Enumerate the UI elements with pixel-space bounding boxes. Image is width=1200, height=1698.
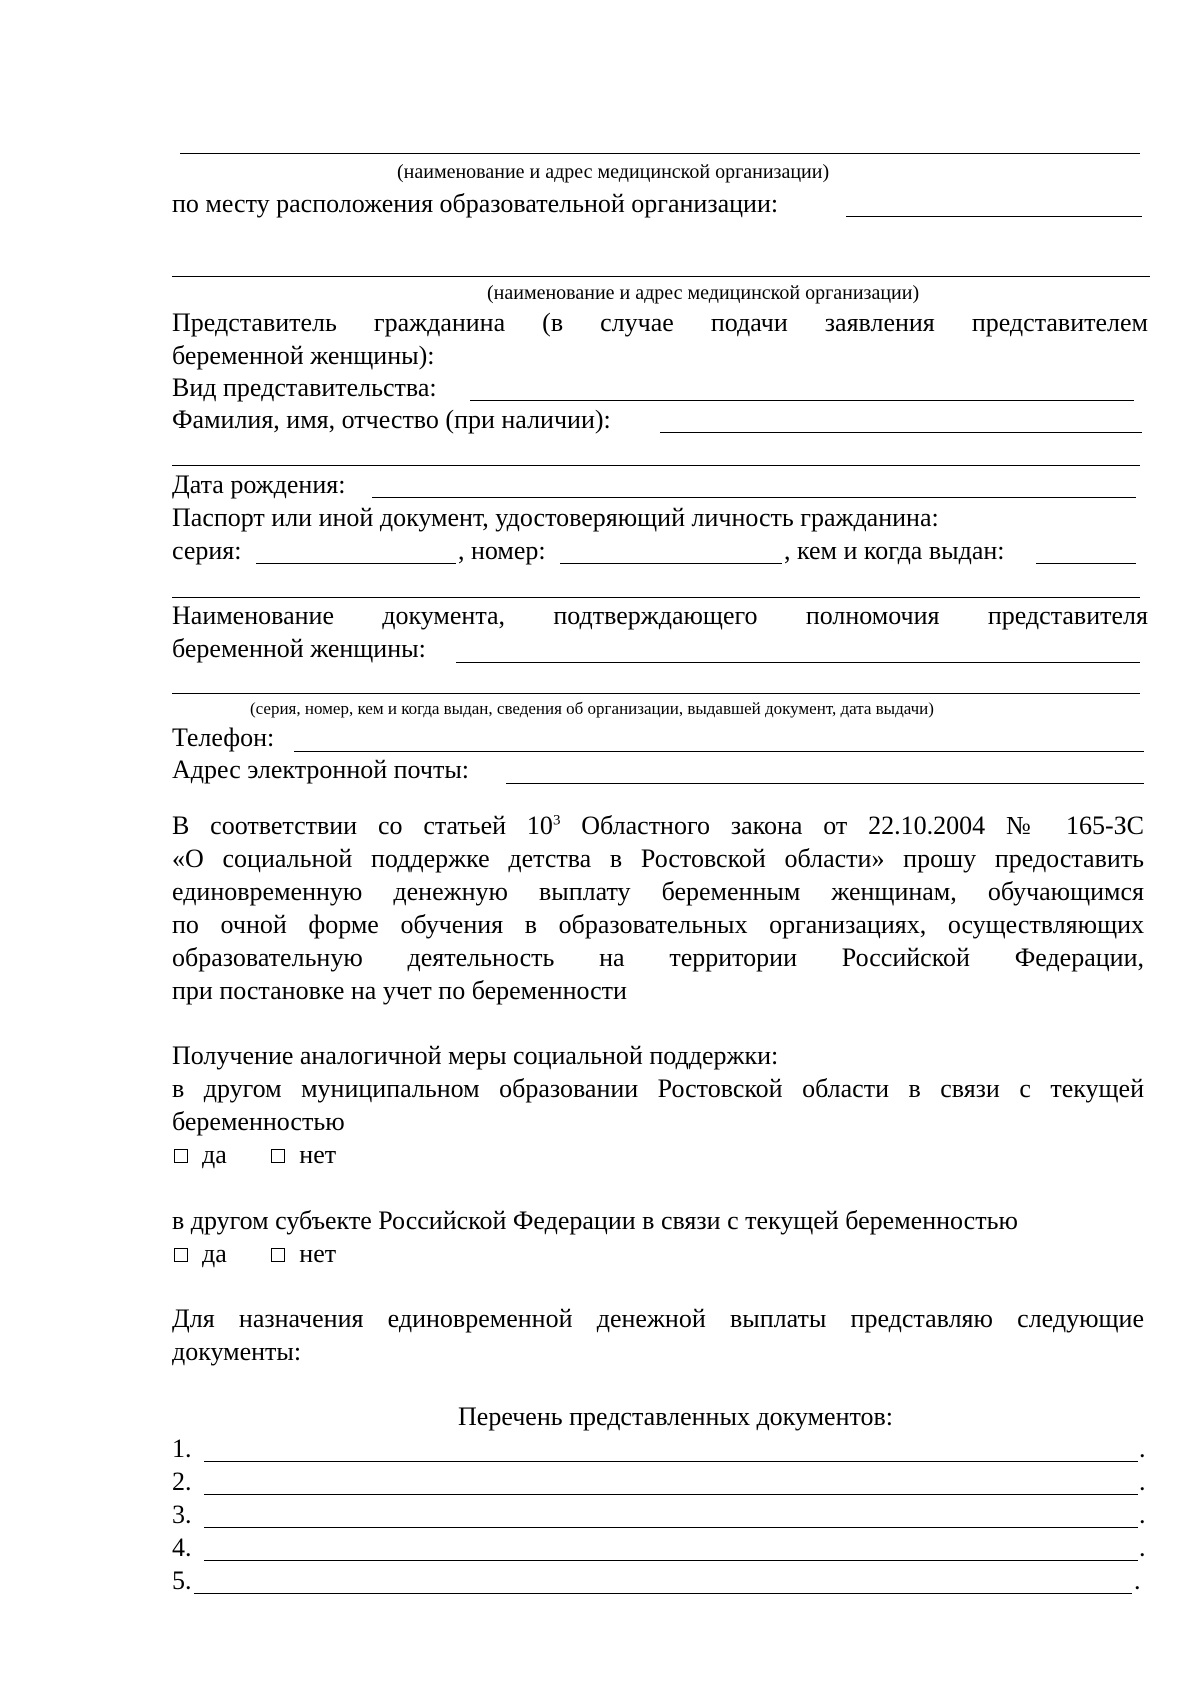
subject-yes-option[interactable]: да (174, 1238, 227, 1270)
statement-line-2: «О социальной поддержке детства в Ростовской области» прошу предоставить (172, 844, 1144, 873)
checkbox-icon[interactable] (174, 1149, 188, 1163)
list-item-1-number: 1. (172, 1434, 192, 1463)
authority-doc-field-2[interactable] (172, 693, 1140, 694)
representation-type-label: Вид представительства: (172, 373, 437, 402)
list-item-2-field[interactable] (204, 1494, 1138, 1495)
checkbox-icon[interactable] (271, 1149, 285, 1163)
passport-series-label: серия: (172, 536, 242, 565)
other-municipality-line2: беременностью (172, 1107, 345, 1136)
statement-line-6: при постановке на учет по беременности (172, 976, 627, 1005)
full-name-label: Фамилия, имя, отчество (при наличии): (172, 405, 611, 434)
list-item-4-end: . (1139, 1533, 1146, 1562)
subject-no-option[interactable]: нет (271, 1238, 336, 1270)
passport-issued-field[interactable] (1036, 563, 1136, 564)
subject-options (174, 1238, 374, 1270)
other-municipality-line1: в другом муниципальном образовании Ростовской области в связи с текущей (172, 1074, 1144, 1103)
list-item-3-end: . (1139, 1500, 1146, 1529)
passport-issued-field-2[interactable] (172, 597, 1140, 598)
passport-series-field[interactable] (256, 563, 456, 564)
authority-doc-caption: (серия, номер, кем и когда выдан, сведения об организации, выдавшей документ, дата выдачи) (250, 699, 934, 718)
med-org-1-field[interactable] (180, 153, 1140, 154)
list-item-1-field[interactable] (204, 1461, 1138, 1462)
list-item-3-field[interactable] (204, 1527, 1138, 1528)
statement-line-1: В соответствии со статьей $10^3$ Областного закона от 22.10.2004 № 165-ЗС (172, 811, 1144, 840)
med-org-1-caption: (наименование и адрес медицинской организации) (397, 161, 830, 183)
list-item-2-end: . (1139, 1467, 1146, 1496)
list-item-5-end: . (1134, 1566, 1141, 1595)
municipality-options (174, 1139, 374, 1171)
edu-location-label: по месту расположения образовательной организации: (172, 189, 779, 218)
list-item-4-number: 4. (172, 1533, 192, 1562)
representation-type-field[interactable] (470, 400, 1134, 401)
passport-issued-label: , кем и когда выдан: (784, 536, 1005, 565)
other-subject-label: в другом субъекте Российской Федерации в связи с текущей беременностью (172, 1206, 1018, 1235)
municipality-no-option[interactable]: нет (271, 1139, 336, 1171)
representative-heading-line1: Представитель гражданина (в случае подачи заявления представителем (172, 308, 1148, 337)
list-item-2-number: 2. (172, 1467, 192, 1496)
med-org-2-field[interactable] (172, 276, 1150, 277)
checkbox-icon[interactable] (174, 1248, 188, 1262)
list-item-5-number: 5. (172, 1566, 192, 1595)
municipality-yes-option[interactable]: да (174, 1139, 227, 1171)
birth-date-field[interactable] (372, 497, 1136, 498)
list-item-5-field[interactable] (194, 1593, 1132, 1594)
representative-heading-line2: беременной женщины): (172, 341, 435, 370)
list-item-3-number: 3. (172, 1500, 192, 1529)
statement-line-4: по очной форме обучения в образовательных организациях, осуществляющих (172, 910, 1144, 939)
med-org-2-caption: (наименование и адрес медицинской организации) (487, 282, 920, 304)
full-name-field-2[interactable] (172, 465, 1140, 466)
list-title: Перечень представленных документов: (458, 1402, 894, 1431)
passport-number-field[interactable] (560, 563, 782, 564)
phone-field[interactable] (294, 751, 1144, 752)
similar-support-label: Получение аналогичной меры социальной поддержки: (172, 1041, 779, 1070)
list-item-4-field[interactable] (204, 1560, 1138, 1561)
birth-date-label: Дата рождения: (172, 470, 346, 499)
authority-doc-line2: беременной женщины: (172, 634, 426, 663)
statement-line-5: образовательную деятельность на территории Российской Федерации, (172, 943, 1144, 972)
authority-doc-line1: Наименование документа, подтверждающего полномочия представителя (172, 601, 1148, 630)
statement-line-3: единовременную денежную выплату беременным женщинам, обучающимся (172, 877, 1144, 906)
assignment-line1: Для назначения единовременной денежной выплаты представляю следующие (172, 1304, 1144, 1333)
phone-label: Телефон: (172, 723, 275, 752)
passport-label: Паспорт или иной документ, удостоверяющий личность гражданина: (172, 503, 939, 532)
checkbox-icon[interactable] (271, 1248, 285, 1262)
assignment-line2: документы: (172, 1337, 302, 1366)
authority-doc-field[interactable] (456, 662, 1140, 663)
passport-number-label: , номер: (458, 536, 546, 565)
email-label: Адрес электронной почты: (172, 755, 470, 784)
email-field[interactable] (506, 783, 1144, 784)
list-item-1-end: . (1139, 1434, 1146, 1463)
edu-location-field[interactable] (846, 216, 1142, 217)
full-name-field[interactable] (660, 432, 1142, 433)
